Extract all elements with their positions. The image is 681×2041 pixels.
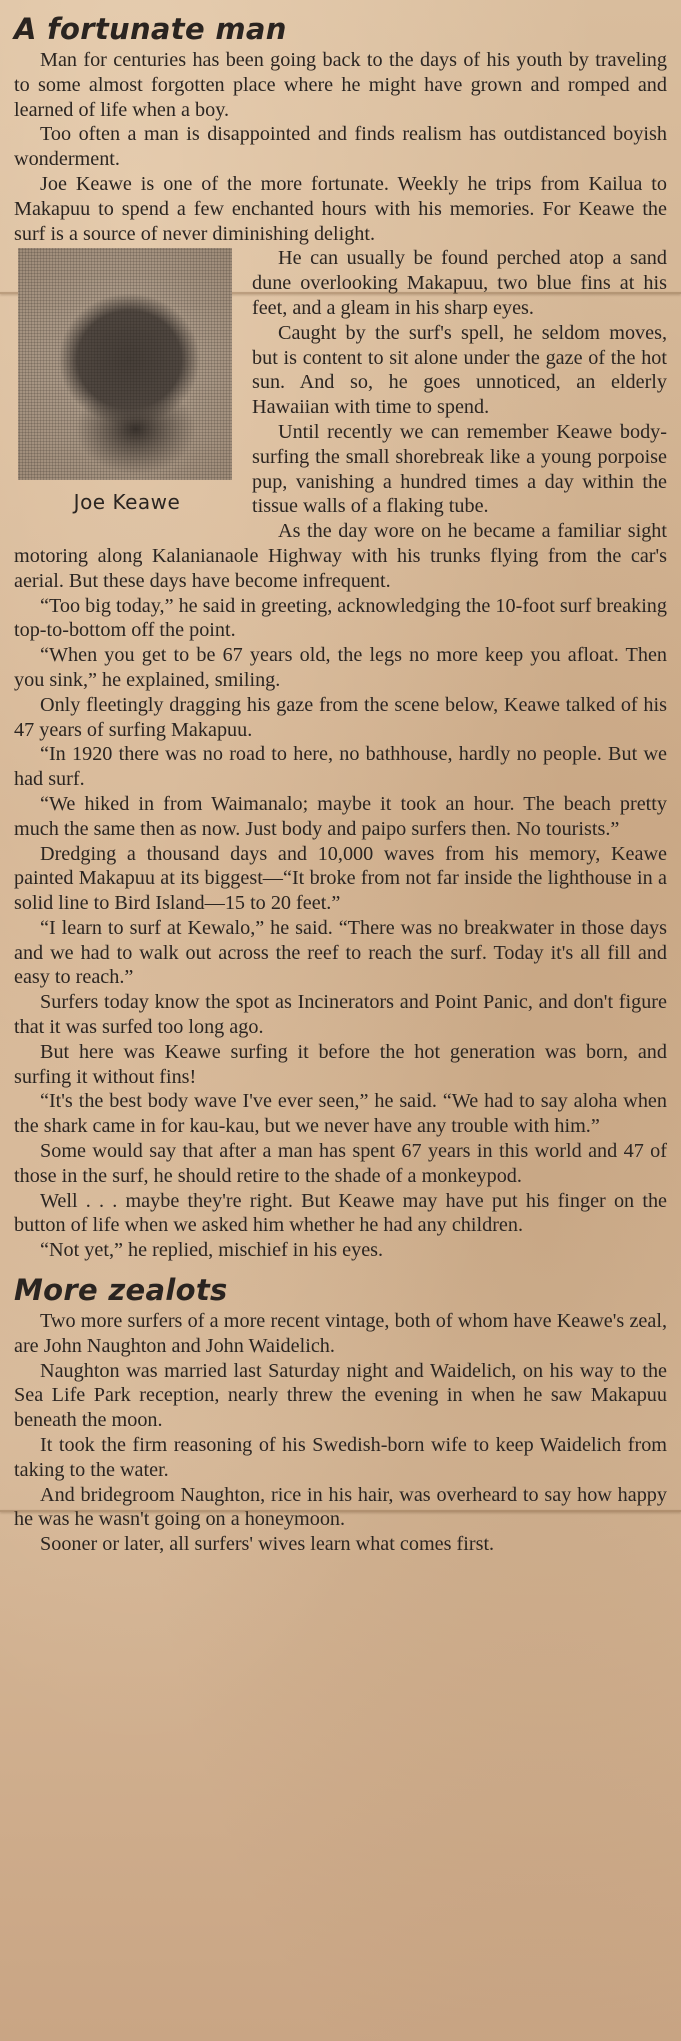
paragraph: “It's the best body wave I've ever seen,” he said. “We had to say aloha when the shark came in for kau-kau, but we never have any trouble with him.” — [14, 1090, 667, 1138]
paragraph: Naughton was married last Saturday night and Waidelich, on his way to the Sea Life Park reception, nearly threw the evening in when he saw Makapuu beneath the moon. — [14, 1359, 667, 1432]
portrait-photo — [18, 248, 232, 480]
paragraph: Until recently we can remember Keawe body-surfing the small shorebreak like a young porpoise pup, vanishing a hundred times a day within the tissue walls of a flaking tube. — [252, 420, 667, 518]
article — [14, 12, 667, 1557]
paragraph: Some would say that after a man has spent 67 years in this world and 47 of those in the surf, he should retire to the shade of a monkeypod. — [14, 1140, 667, 1187]
paragraph: “I learn to surf at Kewalo,” he said. “There was no breakwater in those days and we had to walk out across the reef to reach the surf. Today it's all fill and easy to reach.” — [14, 916, 667, 989]
paragraph: Only fleetingly dragging his gaze from the scene below, Keawe talked of his 47 years of surfing Makapuu. — [14, 693, 667, 741]
paragraph: “When you get to be 67 years old, the legs no more keep you afloat. Then you sink,” he explained, smiling. — [14, 644, 667, 691]
photo-caption: Joe Keawe — [73, 490, 181, 515]
section-heading-more-zealots: More zealots — [14, 1273, 228, 1308]
paragraph: “We hiked in from Waimanalo; maybe it took an hour. The beach pretty much the same then as now. Just body and paipo surfers then. No tourists.” — [14, 792, 667, 840]
paragraph: Too often a man is disappointed and finds realism has outdistanced boyish wonderment. — [14, 123, 667, 171]
paragraph: He can usually be found perched atop a sand dune overlooking Makapuu, two blue fins at his feet, and a gleam in his sharp eyes. — [252, 247, 667, 319]
paragraph: Two more surfers of a more recent vintage, both of whom have Keawe's zeal, are John Naughton and John Waidelich. — [14, 1310, 667, 1357]
paragraph: Dredging a thousand days and 10,000 waves from his memory, Keawe painted Makapuu at its biggest—“It broke from not far inside the lighthouse in a solid line to Bird Island—15 to 20 feet.” — [14, 842, 667, 915]
paragraph: Well . . . maybe they're right. But Keawe may have put his finger on the button of life when we asked him whether he had any children. — [14, 1189, 667, 1237]
paragraph: But here was Keawe surfing it before the hot generation was born, and surfing it without fins! — [14, 1040, 667, 1088]
paragraph: “Too big today,” he said in greeting, acknowledging the 10-foot surf breaking top-to-bottom off the point. — [14, 594, 667, 642]
paragraph: “Not yet,” he replied, mischief in his eyes. — [40, 1239, 384, 1262]
paragraph: Man for centuries has been going back to the days of his youth by traveling to some almost forgotten place where he might have grown and romped and learned of life when a boy. — [14, 49, 667, 121]
paragraph: Sooner or later, all surfers' wives learn what comes first. — [40, 1533, 495, 1556]
paragraph: As the day wore on he became a familiar sight motoring along Kalanianaole Highway with his trunks flying from the car's aerial. But these days have become infrequent. — [14, 520, 667, 592]
paragraph: Caught by the surf's spell, he seldom moves, but is content to sit alone under the gaze of the hot sun. And so, he goes unnoticed, an elderly Hawaiian with time to spend. — [252, 321, 667, 419]
paragraph: Surfers today know the spot as Incinerators and Point Panic, and don't figure that it was surfed too long ago. — [14, 991, 667, 1039]
paragraph: Joe Keawe is one of the more fortunate. Weekly he trips from Kailua to Makapuu to spend a few enchanted hours with his memories. For Keawe the surf is a source of never diminishing delight. — [14, 172, 667, 245]
paragraph: And bridegroom Naughton, rice in his hair, was overheard to say how happy he was he wasn't going on a honeymoon. — [14, 1483, 667, 1531]
paragraph: It took the firm reasoning of his Swedish-born wife to keep Waidelich from taking to the water. — [14, 1434, 667, 1481]
paragraph: “In 1920 there was no road to here, no bathhouse, hardly no people. But we had surf. — [14, 743, 667, 791]
fold-crease — [0, 1510, 681, 1512]
section-heading-fortunate-man: A fortunate man — [14, 12, 287, 46]
photo-block — [14, 248, 240, 518]
